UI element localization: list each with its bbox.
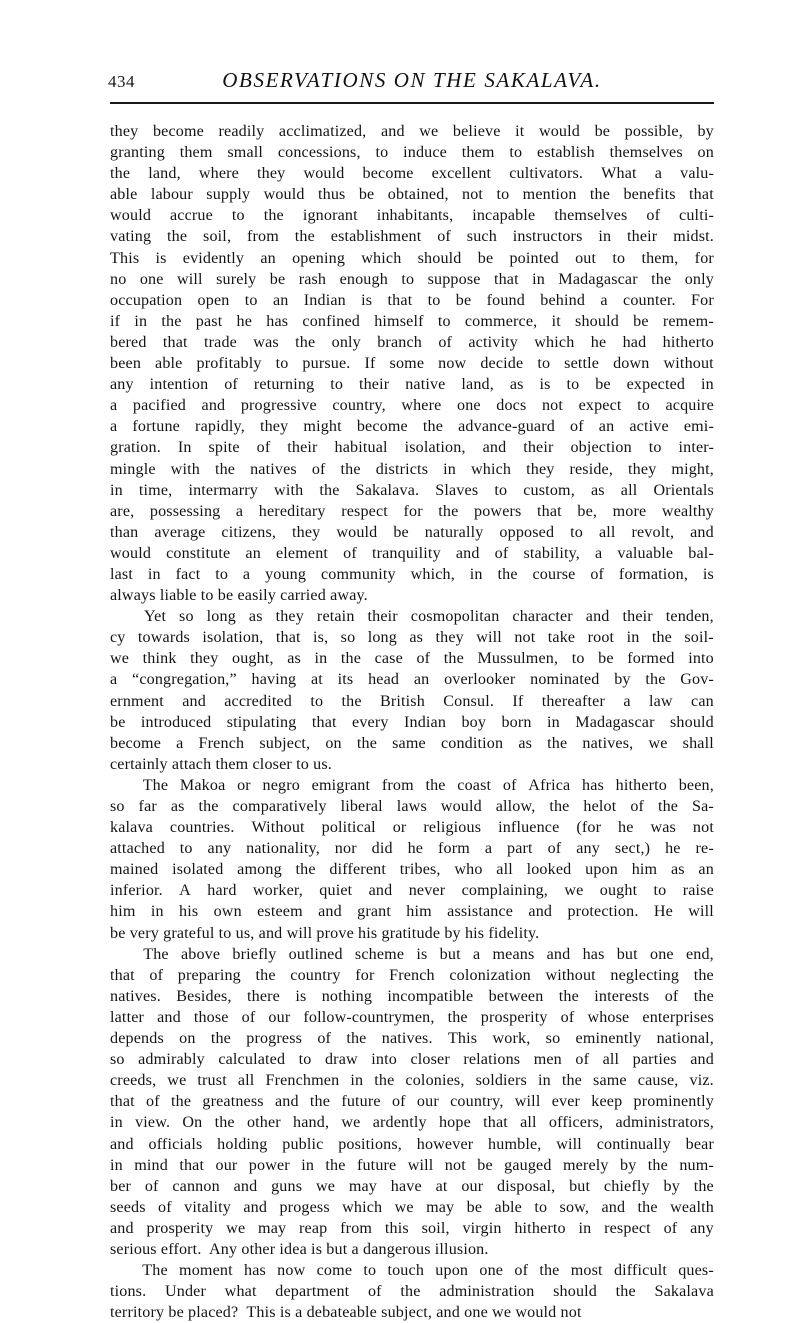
text-line: so admirably calculated to draw into closer relations men of all parties and bbox=[110, 1051, 714, 1069]
text-line: than average citizens, they would be naturally opposed to all revolt, and bbox=[110, 523, 714, 541]
text-line: The moment has now come to touch upon one of the most difficult ques- bbox=[110, 1260, 714, 1281]
paragraph bbox=[110, 606, 714, 775]
text-line: him in his own esteem and grant him assistance and protection. He will bbox=[110, 903, 714, 921]
text-line: any intention of returning to their native land, as is to be expected in bbox=[110, 376, 714, 394]
text-line: ernment and accredited to the British Consul. If thereafter a law can bbox=[110, 692, 714, 710]
text-line: that of the greatness and the future of our country, will ever keep prominently bbox=[110, 1093, 714, 1111]
text-line: be very grateful to us, and will prove his gratitude by his fidelity. bbox=[110, 924, 540, 942]
text-line: granting them small concessions, to induce them to establish themselves on bbox=[110, 144, 714, 162]
text-line: latter and those of our follow-countrymen, the prosperity of whose enterprises bbox=[110, 1008, 714, 1026]
text-line: no one will surely be rash enough to suppose that in Madagascar the only bbox=[110, 270, 714, 288]
running-head bbox=[108, 68, 716, 98]
text-line: the land, where they would become excellent cultivators. What a valu- bbox=[110, 165, 714, 183]
paragraph-indent bbox=[110, 1260, 131, 1281]
text-line: serious effort. Any other idea is but a dangerous illusion. bbox=[110, 1240, 489, 1258]
text-line: we think they ought, as in the case of the Mussulmen, to be formed into bbox=[110, 650, 714, 668]
paragraph-indent bbox=[110, 944, 131, 965]
text-line: would constitute an element of tranquility and of stability, a valuable bal- bbox=[110, 544, 714, 562]
paragraph-indent bbox=[110, 775, 131, 796]
text-line: be introduced stipulating that every Indian boy born in Madagascar should bbox=[110, 713, 714, 731]
text-line: The above briefly outlined scheme is but a means and has but one end, bbox=[110, 944, 714, 965]
text-line: occupation open to an Indian is that to be found behind a counter. For bbox=[110, 291, 714, 309]
page-number: 434 bbox=[108, 72, 135, 91]
text-line: bered that trade was the only branch of activity which he had hitherto bbox=[110, 333, 714, 351]
text-line: Yet so long as they retain their cosmopolitan character and their tenden, bbox=[110, 606, 714, 627]
body-text-block bbox=[110, 121, 714, 1323]
text-line: creeds, we trust all Frenchmen in the colonies, soldiers in the same cause, viz. bbox=[110, 1072, 714, 1090]
text-line: in view. On the other hand, we ardently hope that all officers, administrators, bbox=[110, 1114, 714, 1132]
text-line: territory be placed? This is a debateable subject, and one we would not bbox=[110, 1304, 582, 1322]
text-line: would accrue to the ignorant inhabitants, incapable themselves of culti- bbox=[110, 207, 714, 225]
paragraph-indent bbox=[110, 606, 131, 627]
text-line: if in the past he has confined himself to commerce, it should be remem- bbox=[110, 312, 714, 330]
text-line: This is evidently an opening which should be pointed out to them, for bbox=[110, 249, 714, 267]
text-line: and prosperity we may reap from this soil, virgin hitherto in respect of any bbox=[110, 1219, 714, 1237]
text-line: become a French subject, on the same condition as the natives, we shall bbox=[110, 734, 714, 752]
paragraph bbox=[110, 121, 714, 606]
paragraph bbox=[110, 944, 714, 1260]
running-title: OBSERVATIONS ON THE SAKALAVA. bbox=[222, 68, 602, 92]
text-line: a “congregation,” having at its head an overlooker nominated by the Gov- bbox=[110, 671, 714, 689]
text-line: a pacified and progressive country, where one docs not expect to acquire bbox=[110, 397, 714, 415]
text-line: able labour supply would thus be obtained, not to mention the benefits that bbox=[110, 186, 714, 204]
text-line: mained isolated among the different tribes, who all looked upon him as an bbox=[110, 861, 714, 879]
paragraph bbox=[110, 775, 714, 944]
text-line: cy towards isolation, that is, so long as they will not take root in the soil- bbox=[110, 629, 714, 647]
text-line: depends on the progress of the natives. This work, so eminently national, bbox=[110, 1030, 714, 1048]
text-line: inferior. A hard worker, quiet and never complaining, we ought to raise bbox=[110, 882, 714, 900]
text-line: vating the soil, from the establishment of such instructors in their midst. bbox=[110, 228, 714, 246]
text-line: ber of cannon and guns we may have at our disposal, but chiefly by the bbox=[110, 1177, 714, 1195]
text-line: last in fact to a young community which, in the course of formation, is bbox=[110, 565, 714, 583]
text-line: kalava countries. Without political or religious influence (for he was not bbox=[110, 819, 714, 837]
text-line: so far as the comparatively liberal laws would allow, the helot of the Sa- bbox=[110, 798, 714, 815]
text-line: gration. In spite of their habitual isolation, and their objection to inter- bbox=[110, 439, 714, 457]
text-line: tions. Under what department of the administration should the Sakalava bbox=[110, 1283, 714, 1301]
header-rule bbox=[110, 102, 714, 104]
text-line: natives. Besides, there is nothing incompatible between the interests of the bbox=[110, 987, 714, 1005]
paragraph bbox=[110, 1260, 714, 1323]
text-line: seeds of vitality and progess which we may be able to sow, and the wealth bbox=[110, 1198, 714, 1216]
text-line: been able profitably to pursue. If some now decide to settle down without bbox=[110, 355, 714, 373]
text-line: and officials holding public positions, however humble, will continually bear bbox=[110, 1135, 714, 1153]
text-line: a fortune rapidly, they might become the advance-guard of an active emi- bbox=[110, 418, 714, 436]
text-line: that of preparing the country for French colonization without neglecting the bbox=[110, 966, 714, 984]
text-line: The Makoa or negro emigrant from the coast of Africa has hitherto been, bbox=[110, 775, 714, 796]
text-line: in mind that our power in the future will not be gauged merely by the num- bbox=[110, 1156, 714, 1174]
text-line: always liable to be easily carried away. bbox=[110, 587, 368, 605]
text-line: are, possessing a hereditary respect for the powers that be, more wealthy bbox=[110, 502, 714, 520]
text-line: certainly attach them closer to us. bbox=[110, 755, 332, 773]
text-line: in time, intermarry with the Sakalava. Slaves to custom, as all Orientals bbox=[110, 481, 714, 499]
text-line: attached to any nationality, nor did he form a part of any sect,) he re- bbox=[110, 840, 714, 858]
text-line: mingle with the natives of the districts in which they reside, they might, bbox=[110, 460, 714, 478]
text-line: they become readily acclimatized, and we believe it would be possible, by bbox=[110, 123, 714, 140]
